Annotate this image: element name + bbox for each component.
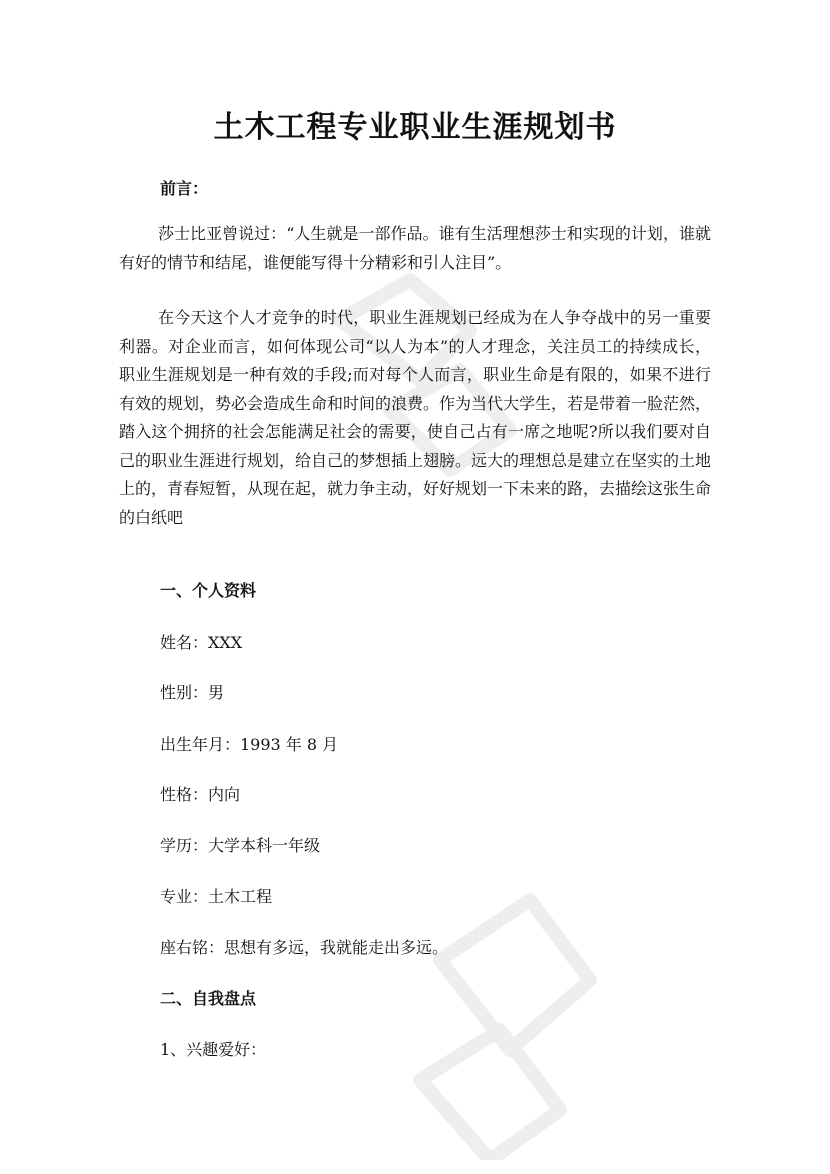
preface-heading: 前言： [160,179,209,198]
profile-motto: 座右铭：思想有多远，我就能走出多远。 [160,938,449,957]
quote-paragraph: 莎士比亚曾说过：“人生就是一部作品。谁有生活理想莎士和实现的计划，谁就有好的情节和结尾，谁便能写得十分精彩和引人注目”。 [119,224,711,272]
profile-gender: 性别：男 [160,683,225,702]
profile-education: 学历：大学本科一年级 [160,836,321,855]
main-paragraph: 在今天这个人才竞争的时代，职业生涯规划已经成为在人争夺战中的另一重要利器。对企业而言，如何体现公司“以人为本”的人才理念，关注员工的持续成长，职业生涯规划是一种有效的手段;而对每个人而言，职业生命是有限的，如果不进行有效的规划，势必会造成生命和时间的浪费。作为当代大学生，若是带着一脸茫然，踏入这个拥挤的社会怎能满足社会的需要，使自己占有一席之地呢?所以我们要对自己的职业生涯进行规划，给自己的梦想插上翅膀。远大的理想总是建立在坚实的土地上的，青春短暂，从现在起，就力争主动，好好规划一下未来的路，去描绘这张生命的白纸吧 [119,308,712,527]
profile-birth: 出生年月：1993 年 8 月 [160,735,339,754]
profile-name: 姓名：XXX [160,633,243,652]
profile-personality: 性格：内向 [160,785,241,804]
profile-major: 专业：土木工程 [160,887,273,906]
section-heading-self-review: 二、自我盘点 [160,989,257,1008]
document-title: 土木工程专业职业生涯规划书 [213,110,617,145]
section-heading-profile: 一、个人资料 [160,581,257,600]
subsection-interests: 1、兴趣爱好： [160,1040,267,1059]
